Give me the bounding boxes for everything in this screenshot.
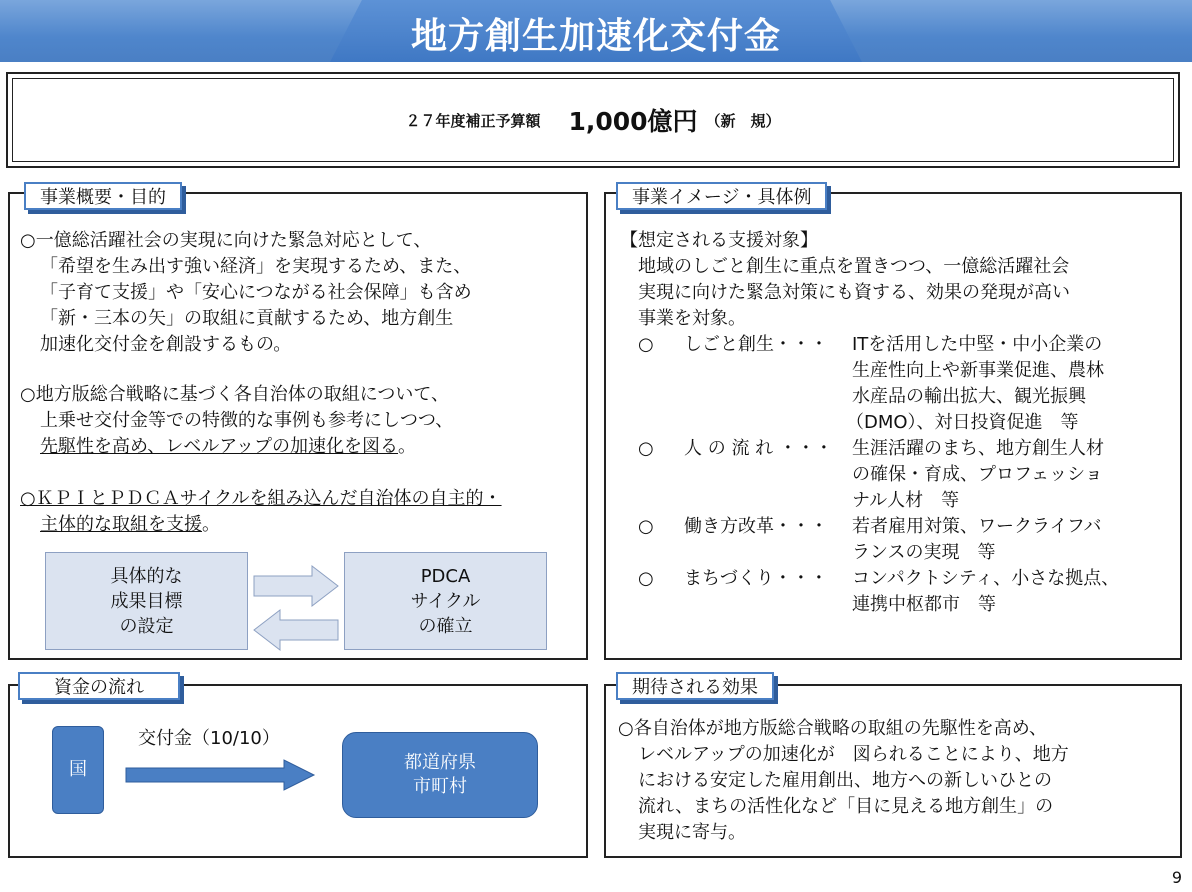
- item2-bullet: ○: [638, 438, 654, 459]
- item1-line1: ITを活用した中堅・中小企業の: [852, 334, 1103, 355]
- page-number: 9: [1171, 868, 1182, 887]
- effects-line2: レベルアップの加速化が 図られることにより、地方: [638, 744, 1069, 765]
- effects-heading: 期待される効果: [616, 672, 774, 700]
- overview-heading: 事業概要・目的: [24, 182, 182, 210]
- budget-inner: [12, 78, 1174, 162]
- target-setting-box: [45, 552, 248, 650]
- image-line3: 実現に向けた緊急対策にも資する、効果の発現が高い: [638, 282, 1070, 303]
- title-bar: [0, 0, 1192, 62]
- overview-p1-line1: ○一億総活躍社会の実現に向けた緊急対応として、: [20, 230, 432, 251]
- prefecture-label: 都道府県: [404, 752, 476, 773]
- item2-line1: 生涯活躍のまち、地方創生人材: [852, 438, 1104, 459]
- target-box-line3: の設定: [119, 615, 174, 637]
- item2-label: 人 の 流 れ ・・・: [684, 438, 833, 459]
- pdca-box: [344, 552, 547, 650]
- arrow-right-icon: [254, 566, 338, 606]
- overview-p1-line5: 加速化交付金を創設するもの。: [40, 334, 292, 355]
- item3-bullet: ○: [638, 516, 654, 537]
- item4-label: まちづくり・・・: [684, 568, 828, 589]
- overview-p2-period: 。: [398, 436, 417, 457]
- item4-line1: コンパクトシティ、小さな拠点、: [852, 568, 1120, 589]
- overview-p2-line3: [40, 434, 416, 460]
- image-line4: 事業を対象。: [638, 308, 746, 329]
- item1-line4: （DMO）、対日投資促進 等: [846, 412, 1079, 433]
- effects-line5: 実現に寄与。: [638, 822, 746, 843]
- image-heading: 事業イメージ・具体例: [616, 182, 827, 210]
- overview-p3-line2: [40, 512, 220, 538]
- grant-arrow-label: 交付金（10/10）: [138, 728, 280, 749]
- effects-line4: 流れ、まちの活性化など「目に見える地方創生」の: [638, 796, 1054, 817]
- pdca-box-line3: の確立: [418, 615, 473, 637]
- municipality-label: 市町村: [413, 776, 467, 797]
- item4-bullet: ○: [638, 568, 654, 589]
- overview-p2-underlined: 先駆性を高め、レベルアップの加速化を図る: [40, 436, 399, 457]
- overview-p2-line2: 上乗せ交付金等での特徴的な事例も参考にしつつ、: [40, 410, 454, 431]
- overview-p1-line2: 「希望を生み出す強い経済」を実現するため、また、: [40, 256, 472, 277]
- item4-line2: 連携中枢都市 等: [852, 594, 996, 615]
- overview-p3-underlined: 主体的な取組を支援: [40, 514, 202, 535]
- arrow-left-icon: [254, 610, 338, 650]
- item3-line2: ランスの実現 等: [852, 542, 996, 563]
- cycle-arrows: [250, 562, 342, 652]
- overview-p3-line1: ○ＫＰＩとＰＤＣＡサイクルを組み込んだ自治体の自主的・: [20, 488, 502, 509]
- image-line2: 地域のしごと創生に重点を置きつつ、一億総活躍社会: [638, 256, 1070, 277]
- overview-p1-line3: 「子育て支援」や「安心につながる社会保障」も含め: [40, 282, 472, 303]
- overview-p1-line4: 「新・三本の矢」の取組に貢献するため、地方創生: [40, 308, 454, 329]
- item1-line2: 生産性向上や新事業促進、農林: [852, 360, 1104, 381]
- item1-bullet: ○: [638, 334, 654, 355]
- pdca-box-line2: サイクル: [410, 590, 481, 612]
- item1-label: しごと創生・・・: [684, 334, 828, 355]
- budget-box: [6, 72, 1180, 168]
- item2-line3: ナル人材 等: [852, 490, 960, 511]
- grant-arrow: [124, 758, 316, 792]
- effects-line1: ○各自治体が地方版総合戦略の取組の先駆性を高め、: [618, 718, 1047, 739]
- page-title: 地方創生加速化交付金: [410, 16, 781, 57]
- pdca-box-line1: PDCA: [420, 565, 471, 587]
- budget-label: ２７年度補正予算額: [405, 111, 541, 130]
- funds-heading: 資金の流れ: [18, 672, 180, 700]
- budget-note: （新 規）: [705, 111, 781, 130]
- image-line1: 【想定される支援対象】: [620, 230, 818, 251]
- item1-line3: 水産品の輸出拡大、観光振興: [852, 386, 1086, 407]
- overview-p2-line1: ○地方版総合戦略に基づく各自治体の取組について、: [20, 384, 449, 405]
- effects-line3: における安定した雇用創出、地方への新しいひとの: [638, 770, 1052, 791]
- national-government-box: 国: [52, 726, 104, 814]
- budget-amount: 1,000億円: [568, 107, 698, 136]
- item2-line2: の確保・育成、プロフェッショ: [852, 464, 1103, 485]
- item3-label: 働き方改革・・・: [684, 516, 828, 537]
- item3-line1: 若者雇用対策、ワークライフバ: [852, 516, 1102, 537]
- target-box-line1: 具体的な: [110, 565, 183, 587]
- arrow-right-icon: [126, 760, 314, 790]
- overview-p3-period: 。: [202, 514, 220, 535]
- target-box-line2: 成果目標: [110, 590, 183, 612]
- local-government-box: [342, 732, 538, 818]
